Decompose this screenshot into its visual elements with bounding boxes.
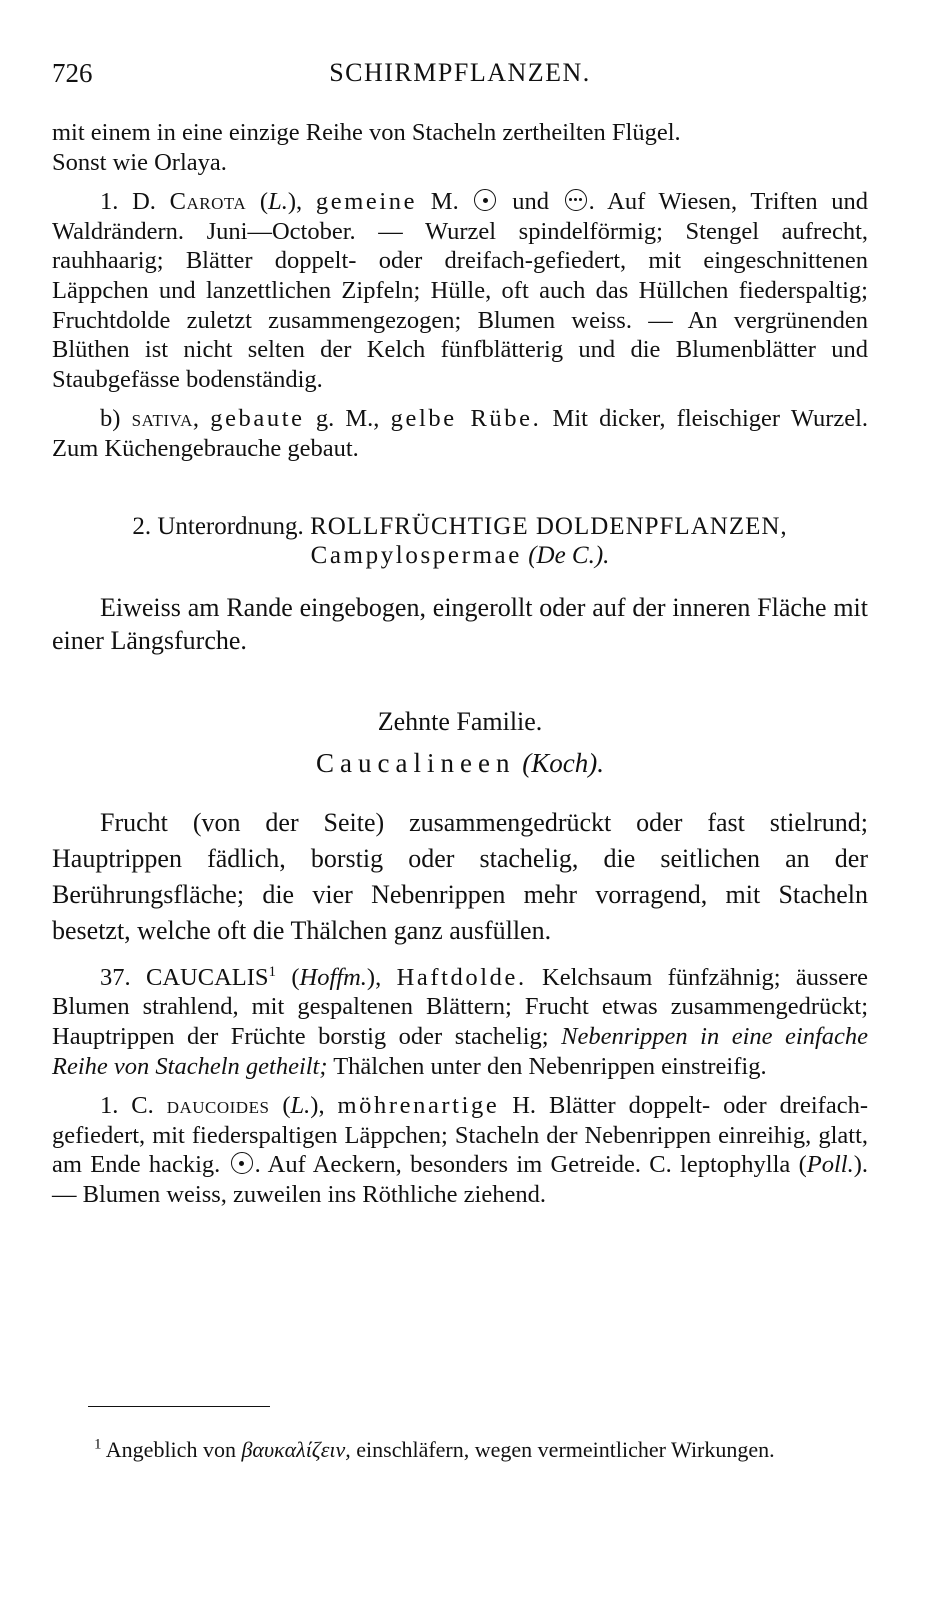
footnote-reference: 1 <box>268 963 277 980</box>
family-name: Caucalineen (Koch). <box>316 747 604 778</box>
page-number: 726 <box>52 58 93 88</box>
footnote-divider <box>88 1406 270 1407</box>
page-body <box>52 118 868 1209</box>
variety-sativa: b) sativa, gebaute g. M., gelbe Rübe. Mit dicker, fleischiger Wurzel. Zum Küchengebrauche gebaut. <box>52 405 869 462</box>
suborder-description: Eiweiss am Rande eingebogen, eingerollt oder auf der inneren Fläche mit einer Längsfurche. <box>52 592 868 655</box>
annual-icon <box>231 1152 253 1174</box>
species-caucalis-daucoides: 1. C. daucoides (L.), möhrenartige H. Blätter doppelt- oder dreifach-gefiedert, mit fiederspaltigen Läppchen; Stacheln der Nebenrippen einreihig, glatt, am Ende hackig. . Auf Aeckern, besonders im Getreide. C. leptophylla (Poll.). — Blumen weiss, zuweilen ins Röthliche ziehend. <box>52 1092 868 1208</box>
genus-caucalis: 37. CAUCALIS$^1$ (Hoffm.), Haftdolde. Kelchsaum fünfzähnig; äussere Blumen strahlend, mit gespaltenen Blättern; Frucht etwas zusammengedrückt; Hauptrippen der Früchte borstig oder stachelig; Nebenrippen in eine einfache Reihe von Stacheln getheilt; Thälchen unter den Nebenrippen einstreifig. <box>52 963 869 1080</box>
family-description: Frucht (von der Seite) zusammengedrückt oder fast stielrund; Hauptrippen fädlich, borstig oder stachelig, die seitlichen an der Berührungsfläche; die vier Nebenrippen mehr vorragend, mit Stacheln besetzt, welche oft die Thälchen ganz ausfüllen. <box>52 807 868 945</box>
annual-icon <box>474 189 496 211</box>
suborder-heading: 2. Unterordnung. ROLLFRÜCHTIGE DOLDENPFLANZEN, Campylospermae (De C.). <box>132 512 788 570</box>
running-title: SCHIRMPFLANZEN. <box>329 58 591 87</box>
greek-word: βαυκαλίζειν, <box>241 1437 351 1462</box>
footnote: $^1$ Angeblich von βαυκαλίζειν, einschläfern, wegen vermeintlicher Wirkungen. <box>94 1436 775 1462</box>
biennial-icon <box>565 189 587 211</box>
species-daucus-carota: 1. D. Carota (L.), gemeine M. und . Auf Wiesen, Triften und Waldrändern. Juni—October. — Wurzel spindelförmig; Stengel aufrecht, rauhhaarig; Blätter doppelt- oder dreifach-gefiedert, mit eingeschnittenen Läppchen und lanzettlichen Zipfeln; Hülle, oft auch das Hüllchen fiederspaltig; Fruchtdolde zuletzt zusammengezogen; Blumen weiss. — An vergrünenden Blüthen ist nicht selten der Kelch fünfblätterig und die Blumenblätter und Staubgefässe bodenständig. <box>52 188 869 393</box>
continuation-paragraph: mit einem in eine einzige Reihe von Stacheln zertheilten Flügel. Sonst wie Orlaya. <box>52 119 681 176</box>
page-header <box>52 58 868 94</box>
family-heading: Zehnte Familie. <box>377 706 543 736</box>
footnote-mark: 1 <box>94 1436 102 1453</box>
